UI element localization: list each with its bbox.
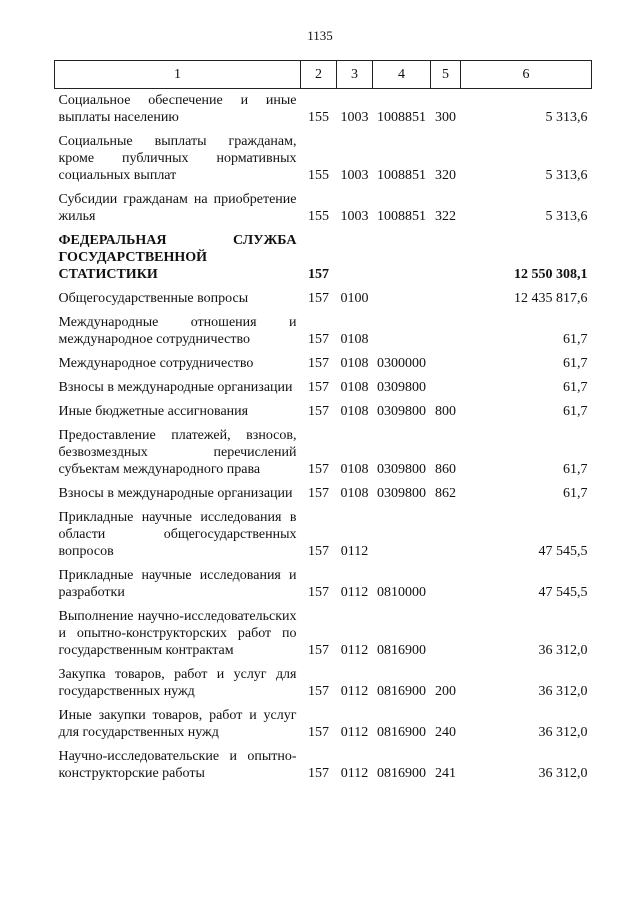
row-article-code — [373, 226, 431, 284]
header-cell-3: 3 — [337, 61, 373, 89]
row-article-code — [373, 503, 431, 561]
table-row — [55, 397, 592, 421]
row-amount: 61,7 — [563, 356, 588, 371]
row-name: Общегосударственные вопросы — [58, 291, 249, 306]
row-section-code: 1003 — [340, 168, 369, 183]
row-article-code: 0816900 — [377, 684, 426, 699]
header-cell-6: 6 — [461, 61, 592, 89]
row-section-code: 0108 — [340, 332, 369, 347]
row-chapter-code: 157 — [308, 725, 329, 740]
row-chapter-code: 157 — [308, 766, 329, 781]
row-section-code: 0108 — [340, 404, 369, 419]
row-name: Закупка товаров, работ и услуг для государственных нужд — [58, 667, 297, 699]
row-chapter-code: 155 — [308, 168, 329, 183]
row-name: Социальные выплаты гражданам, кроме публичных нормативных социальных выплат — [58, 134, 297, 183]
row-expense-type: 800 — [435, 404, 456, 419]
row-article-code: 0300000 — [377, 356, 426, 371]
row-article-code: 0816900 — [377, 766, 426, 781]
row-chapter-code: 157 — [308, 356, 329, 371]
row-expense-type: 300 — [435, 110, 456, 125]
row-article-code — [373, 308, 431, 349]
row-article-code: 0309800 — [377, 462, 426, 477]
row-name: ФЕДЕРАЛЬНАЯ СЛУЖБА ГОСУДАРСТВЕННОЙ СТАТИСТИКИ — [58, 233, 297, 282]
row-name: Предоставление платежей, взносов, безвозмездных перечислений субъектам международного права — [58, 428, 297, 477]
row-section-code: 1003 — [340, 110, 369, 125]
row-expense-type — [431, 561, 461, 602]
row-chapter-code: 157 — [308, 380, 329, 395]
row-section-code: 0108 — [340, 380, 369, 395]
row-expense-type: 322 — [435, 209, 456, 224]
row-chapter-code: 155 — [308, 209, 329, 224]
row-chapter-code: 157 — [308, 585, 329, 600]
row-chapter-code: 157 — [308, 332, 329, 347]
row-amount: 36 312,0 — [538, 643, 588, 658]
row-amount: 12 550 308,1 — [514, 267, 588, 282]
table-header — [55, 61, 592, 89]
row-chapter-code: 157 — [308, 684, 329, 699]
row-chapter-code: 157 — [308, 267, 329, 282]
table-row — [55, 602, 592, 660]
row-amount: 36 312,0 — [538, 725, 588, 740]
row-amount: 36 312,0 — [538, 684, 588, 699]
header-cell-1: 1 — [55, 61, 301, 89]
row-section-code: 0108 — [340, 356, 369, 371]
row-expense-type: 200 — [435, 684, 456, 699]
row-chapter-code: 157 — [308, 291, 329, 306]
table-body — [55, 89, 592, 784]
row-name: Взносы в международные организации — [58, 380, 293, 395]
header-row — [55, 61, 592, 89]
row-article-code — [373, 284, 431, 308]
row-name: Иные закупки товаров, работ и услуг для государственных нужд — [58, 708, 297, 740]
row-article-code: 1008851 — [377, 110, 426, 125]
row-expense-type — [431, 284, 461, 308]
row-section-code: 0112 — [340, 725, 369, 740]
row-amount: 5 313,6 — [545, 209, 588, 224]
row-article-code: 0816900 — [377, 725, 426, 740]
row-expense-type — [431, 503, 461, 561]
row-expense-type: 860 — [435, 462, 456, 477]
row-chapter-code: 155 — [308, 110, 329, 125]
row-amount: 61,7 — [563, 486, 588, 501]
row-chapter-code: 157 — [308, 643, 329, 658]
row-amount: 12 435 817,6 — [514, 291, 588, 306]
row-section-code: 0112 — [340, 684, 369, 699]
row-amount: 61,7 — [563, 332, 588, 347]
row-expense-type — [431, 349, 461, 373]
row-name: Международные отношения и международное сотрудничество — [58, 315, 297, 347]
row-section-code: 1003 — [340, 209, 369, 224]
table-row — [55, 127, 592, 185]
header-cell-2: 2 — [301, 61, 337, 89]
row-section-code — [337, 226, 373, 284]
row-article-code: 1008851 — [377, 209, 426, 224]
row-expense-type — [431, 602, 461, 660]
row-amount: 61,7 — [563, 462, 588, 477]
page-number: 1135 — [307, 28, 333, 43]
row-name: Научно-исследовательские и опытно-конструкторские работы — [58, 749, 297, 781]
table-row — [55, 660, 592, 701]
row-name: Взносы в международные организации — [58, 486, 293, 501]
row-name: Выполнение научно-исследовательских и опытно-конструкторских работ по государственным контрактам — [58, 609, 297, 658]
row-name: Социальное обеспечение и иные выплаты населению — [58, 93, 297, 125]
row-chapter-code: 157 — [308, 462, 329, 477]
row-section-code: 0100 — [340, 291, 369, 306]
table-row — [55, 742, 592, 783]
row-section-code: 0108 — [340, 462, 369, 477]
row-chapter-code: 157 — [308, 404, 329, 419]
table-row — [55, 701, 592, 742]
row-expense-type — [431, 226, 461, 284]
row-article-code: 0816900 — [377, 643, 426, 658]
row-amount: 61,7 — [563, 404, 588, 419]
row-name: Прикладные научные исследования и разработки — [58, 568, 297, 600]
row-article-code: 0810000 — [377, 585, 426, 600]
row-name: Прикладные научные исследования в области общегосударственных вопросов — [58, 510, 297, 559]
row-amount: 47 545,5 — [538, 544, 588, 559]
row-expense-type: 320 — [435, 168, 456, 183]
row-amount: 5 313,6 — [545, 110, 588, 125]
row-amount: 47 545,5 — [538, 585, 588, 600]
header-cell-5: 5 — [431, 61, 461, 89]
row-chapter-code: 157 — [308, 486, 329, 501]
table-row — [55, 421, 592, 479]
budget-table — [54, 60, 592, 783]
table-row — [55, 185, 592, 226]
row-section-code: 0108 — [340, 486, 369, 501]
row-expense-type: 240 — [435, 725, 456, 740]
table-row — [55, 349, 592, 373]
row-section-code: 0112 — [340, 585, 369, 600]
row-expense-type — [431, 373, 461, 397]
row-article-code: 0309800 — [377, 486, 426, 501]
row-section-code: 0112 — [340, 766, 369, 781]
row-name: Иные бюджетные ассигнования — [58, 404, 249, 419]
row-article-code: 0309800 — [377, 380, 426, 395]
row-name: Субсидии гражданам на приобретение жилья — [58, 192, 297, 224]
table-row — [55, 479, 592, 503]
row-expense-type — [431, 308, 461, 349]
header-cell-4: 4 — [373, 61, 431, 89]
row-chapter-code: 157 — [308, 544, 329, 559]
table-row — [55, 226, 592, 284]
table-row — [55, 89, 592, 128]
table-row — [55, 561, 592, 602]
table-row — [55, 308, 592, 349]
row-article-code: 1008851 — [377, 168, 426, 183]
row-name: Международное сотрудничество — [58, 356, 254, 371]
table-row — [55, 284, 592, 308]
row-article-code: 0309800 — [377, 404, 426, 419]
table-row — [55, 503, 592, 561]
row-expense-type: 862 — [435, 486, 456, 501]
row-section-code: 0112 — [340, 544, 369, 559]
row-section-code: 0112 — [340, 643, 369, 658]
row-amount: 61,7 — [563, 380, 588, 395]
row-amount: 5 313,6 — [545, 168, 588, 183]
row-amount: 36 312,0 — [538, 766, 588, 781]
table-row — [55, 373, 592, 397]
row-expense-type: 241 — [435, 766, 456, 781]
